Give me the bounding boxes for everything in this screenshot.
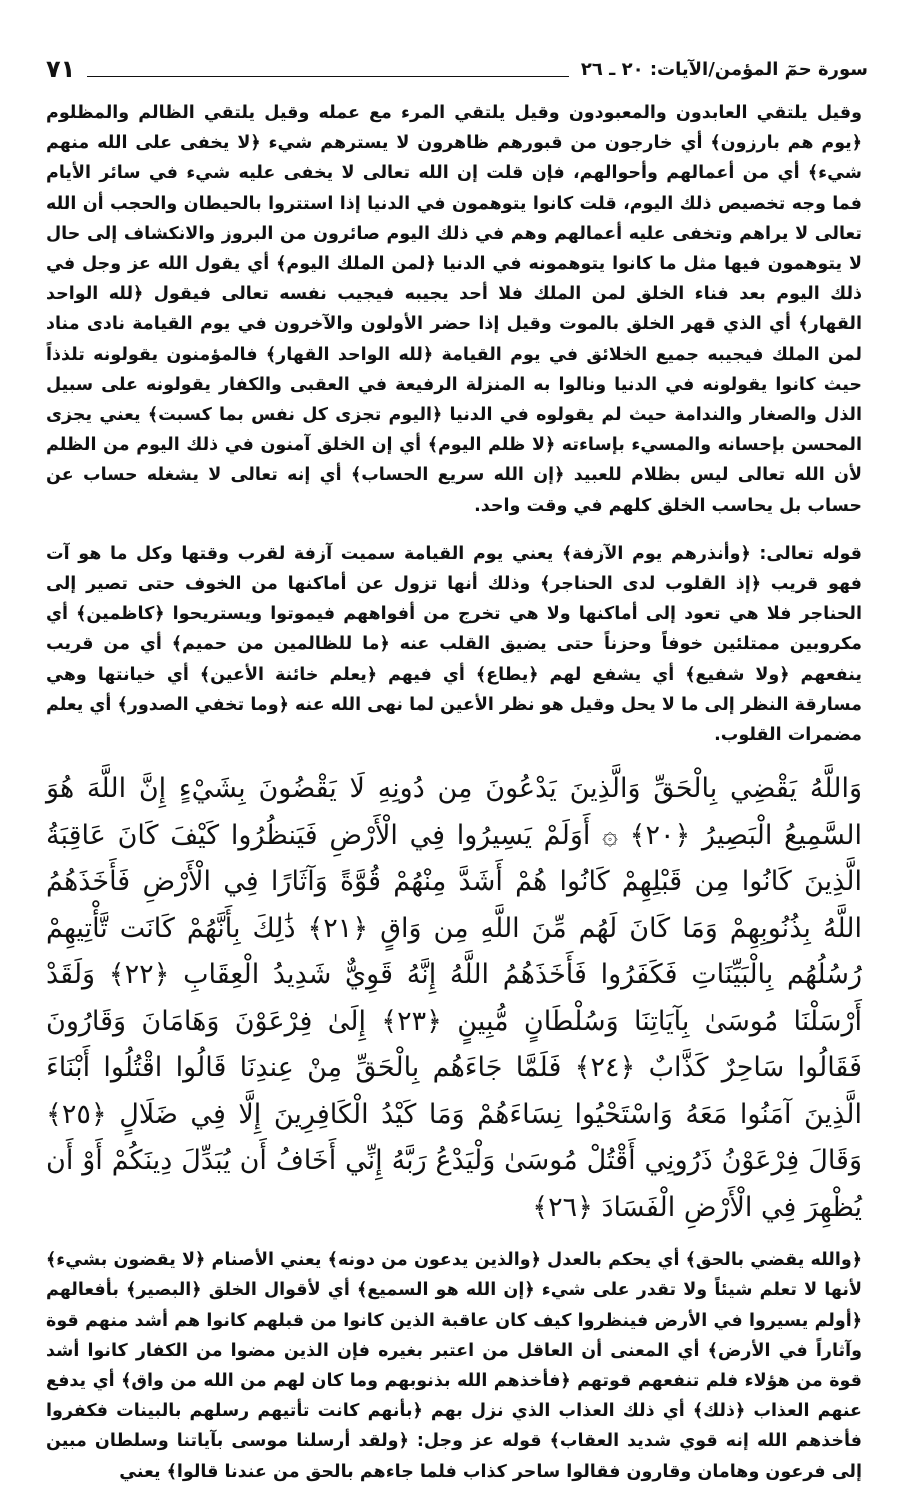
commentary-paragraph-2: قوله تعالى: ﴿وأنذرهم يوم الآزفة﴾ يعني يوم القيامة سميت آزفة لقرب وقتها وكل ما هو آت فهو قريب ﴿إذ القلوب لدى الحناجر﴾ وذلك أنها تزول عن أماكنها من الخوف حتى تصير إلى الحناجر فلا هي تعود إلى أماكنها ولا هي تخرج من أفواههم فيموتوا ويستريحوا ﴿كاظمين﴾ أي مكروبين ممتلئين خوفاً وحزناً حتى يضيق القلب عنه ﴿ما للظالمين من حميم﴾ أي من قريب ينفعهم ﴿ولا شفيع﴾ أي يشفع لهم ﴿يطاع﴾ أي فيهم ﴿يعلم خائنة الأعين﴾ أي خيانتها وهي مسارقة النظر إلى ما لا يحل وقيل هو نظر الأعين لما نهى الله عنه ﴿وما تخفي الصدور﴾ أي يعلم مضمرات القلوب. bbox=[45, 543, 862, 746]
quran-verses: وَاللَّهُ يَقْضِي بِالْحَقِّ وَالَّذِينَ يَدْعُونَ مِن دُونِهِ لَا يَقْضُونَ بِشَيْءٍ إِنَّ اللَّهَ هُوَ السَّمِيعُ الْبَصِيرُ ﴿٢٠﴾ ۞ أَوَلَمْ يَسِيرُوا فِي الْأَرْضِ فَيَنظُرُوا كَيْفَ كَانَ عَاقِبَةُ الَّذِينَ كَانُوا مِن قَبْلِهِمْ كَانُوا هُمْ أَشَدَّ مِنْهُمْ قُوَّةً وَآثَارًا فِي الْأَرْضِ فَأَخَذَهُمُ اللَّهُ بِذُنُوبِهِمْ وَمَا كَانَ لَهُم مِّنَ اللَّهِ مِن وَاقٍ ﴿٢١﴾ ذَٰلِكَ بِأَنَّهُمْ كَانَت تَّأْتِيهِمْ رُسُلُهُم بِالْبَيِّنَاتِ فَكَفَرُوا فَأَخَذَهُمُ اللَّهُ إِنَّهُ قَوِيٌّ شَدِيدُ الْعِقَابِ ﴿٢٢﴾ وَلَقَدْ أَرْسَلْنَا مُوسَىٰ بِآيَاتِنَا وَسُلْطَانٍ مُّبِينٍ ﴿٢٣﴾ إِلَىٰ فِرْعَوْنَ وَهَامَانَ وَقَارُونَ فَقَالُوا سَاحِرٌ كَذَّابٌ ﴿٢٤﴾ فَلَمَّا جَاءَهُم بِالْحَقِّ مِنْ عِندِنَا قَالُوا اقْتُلُوا أَبْنَاءَ الَّذِينَ آمَنُوا مَعَهُ وَاسْتَحْيُوا نِسَاءَهُمْ وَمَا كَيْدُ الْكَافِرِينَ إِلَّا فِي ضَلَالٍ ﴿٢٥﴾ وَقَالَ فِرْعَوْنُ ذَرُونِي أَقْتُلْ مُوسَىٰ وَلْيَدْعُ رَبَّهُ إِنِّي أَخَافُ أَن يُبَدِّلَ دِينَكُمْ أَوْ أَن يُظْهِرَ فِي الْأَرْضِ الْفَسَادَ ﴿٢٦﴾ bbox=[46, 773, 863, 1223]
page-header bbox=[40, 52, 868, 86]
page-body bbox=[45, 98, 863, 1482]
commentary-paragraph-3: ﴿والله يقضي بالحق﴾ أي يحكم بالعدل ﴿والذين يدعون من دونه﴾ يعني الأصنام ﴿لا يقضون بشيء﴾ لأنها لا تعلم شيئاً ولا تقدر على شيء ﴿إن الله هو السميع﴾ أي لأقوال الخلق ﴿البصير﴾ بأفعالهم ﴿أولم يسيروا في الأرض فينظروا كيف كان عاقبة الذين كانوا من قبلهم كانوا هم أشد منهم قوة وآثاراً في الأرض﴾ أي المعنى أن العاقل من اعتبر بغيره فإن الذين مضوا من الكفار كانوا أشد قوة من هؤلاء فلم تنفعهم قوتهم ﴿فأخذهم الله بذنوبهم وما كان لهم من الله من واق﴾ أي يدفع عنهم العذاب ﴿ذلك﴾ أي ذلك العذاب الذي نزل بهم ﴿بأنهم كانت تأتيهم رسلهم بالبينات فكفروا فأخذهم الله إنه قوي شديد العقاب﴾ قوله عز وجل: ﴿ولقد أرسلنا موسى بآياتنا وسلطان مبين إلى فرعون وهامان وقارون فقالوا ساحر كذاب فلما جاءهم بالحق من عندنا قالوا﴾ يعني bbox=[46, 1250, 862, 1482]
header-rule bbox=[87, 76, 569, 77]
commentary-paragraph-1: وقيل يلتقي العابدون والمعبودون وقيل يلتقي المرء مع عمله وقيل يلتقي الظالم والمظلوم ﴿يوم هم بارزون﴾ أي خارجون من قبورهم ظاهرون لا يسترهم شيء ﴿لا يخفى على الله منهم شيء﴾ أي من أعمالهم وأحوالهم، فإن قلت إن الله تعالى لا يخفى عليه شيء في سائر الأيام فما وجه تخصيص ذلك اليوم، قلت كانوا يتوهمون في الدنيا إذا استتروا بالحيطان والحجب أن الله تعالى لا يراهم وتخفى عليه أعمالهم وهم في ذلك اليوم صائرون من البروز والانكشاف إلى حال لا يتوهمون فيها مثل ما كانوا يتوهمونه في الدنيا ﴿لمن الملك اليوم﴾ أي يقول الله عز وجل في ذلك اليوم بعد فناء الخلق لمن الملك فلا أحد يجيبه فيجيب نفسه تعالى فيقول ﴿لله الواحد القهار﴾ أي الذي قهر الخلق بالموت وقيل إذا حضر الأولون والآخرون في يوم القيامة نادى مناد لمن الملك فيجيبه جميع الخلائق في يوم القيامة ﴿لله الواحد القهار﴾ فالمؤمنون يقولونه تلذذاً حيث كانوا يقولونه في الدنيا ونالوا به المنزلة الرفيعة في العقبى والكفار يقولونه على سبيل الذل والصغار والندامة حيث لم يقولوه في الدنيا ﴿اليوم تجزى كل نفس بما كسبت﴾ يعني يجزى المحسن بإحسانه والمسيء بإساءته ﴿لا ظلم اليوم﴾ أي إن الخلق آمنون في ذلك اليوم من الظلم لأن الله تعالى ليس بظلام للعبيد ﴿إن الله سريع الحساب﴾ أي إنه تعالى لا يشغله حساب عن حساب بل يحاسب الخلق كلهم في وقت واحد. bbox=[46, 103, 862, 516]
page-number: ٧١ bbox=[46, 55, 76, 83]
running-title: سورة حمٓ المؤمن/الآيات: ٢٠ ـ ٢٦ bbox=[580, 58, 868, 80]
